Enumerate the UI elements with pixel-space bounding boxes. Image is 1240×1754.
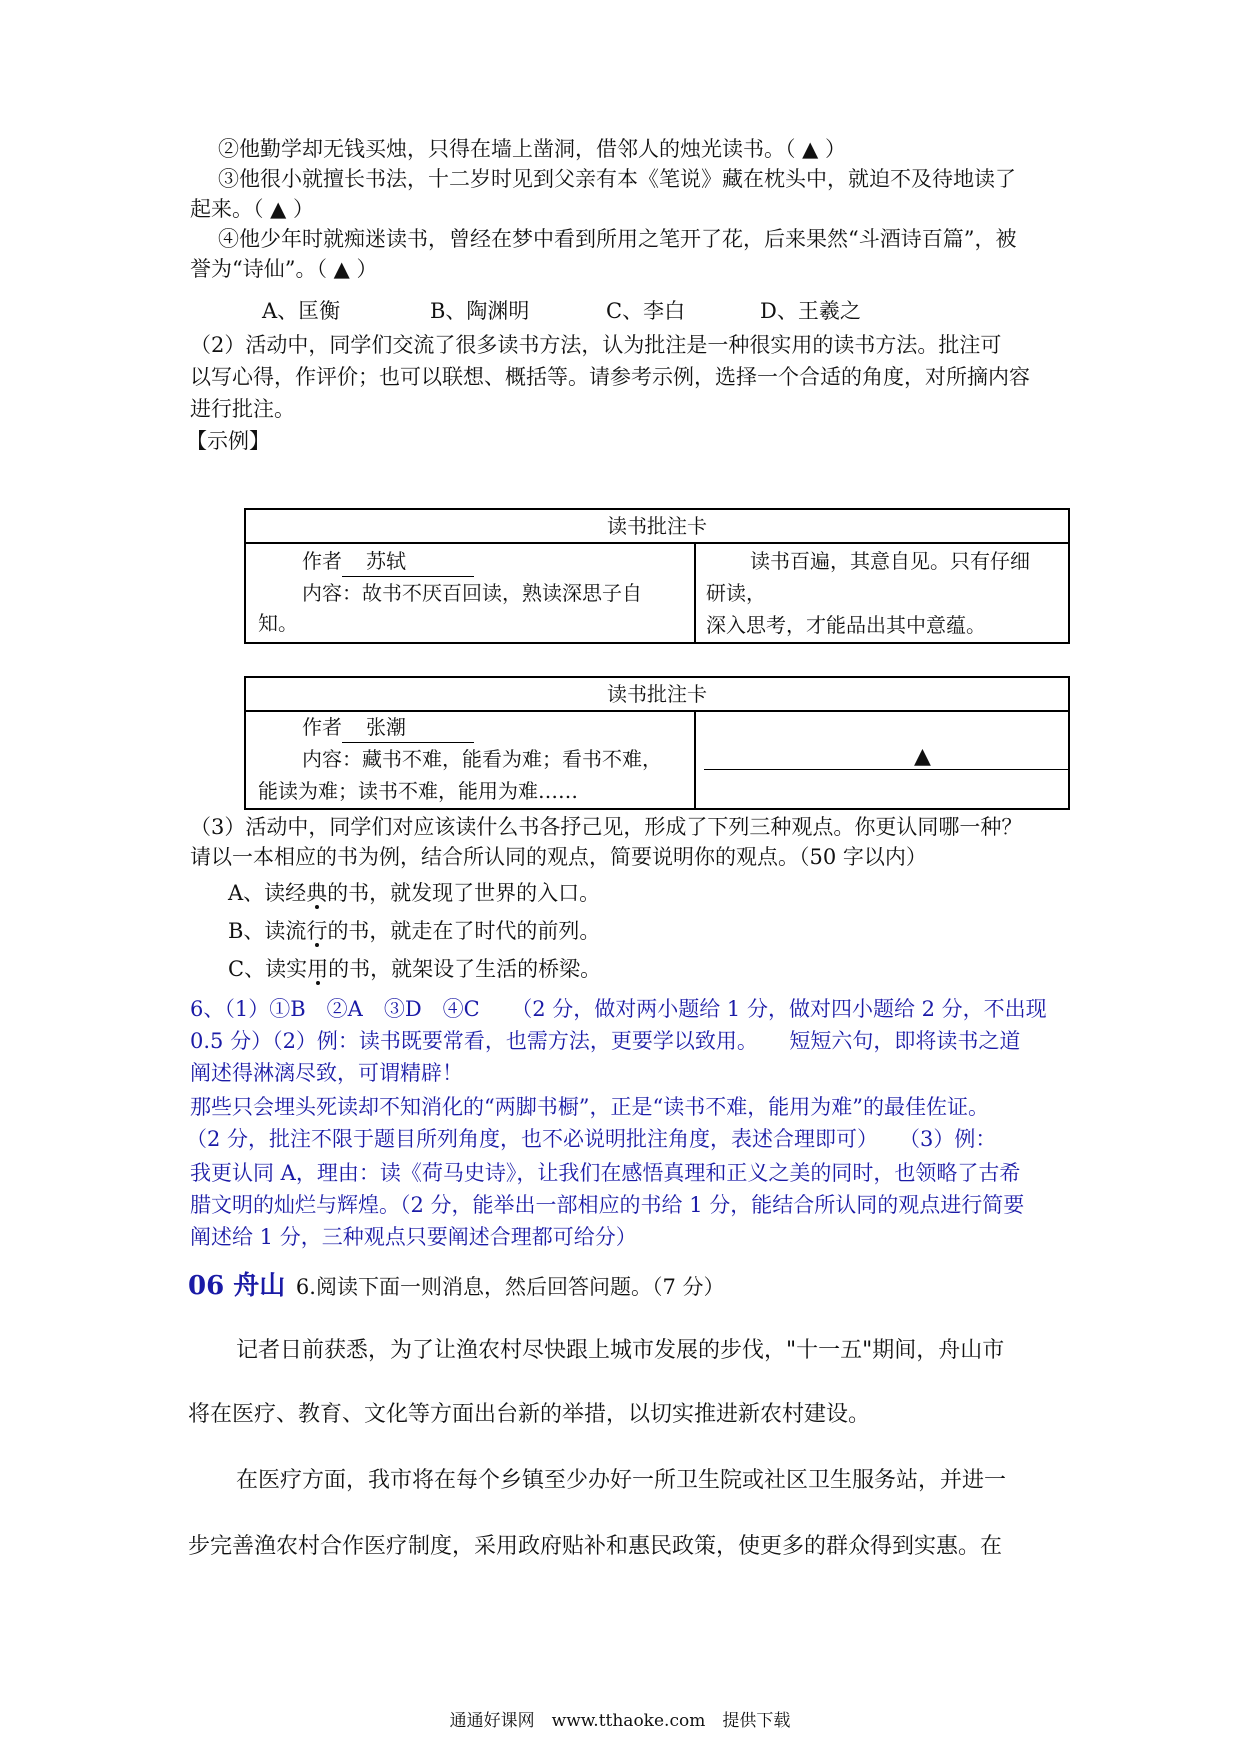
news-line-4: 步完善渔农村合作医疗制度，采用政府贴补和惠民政策，使更多的群众得到实惠。在 (188, 1534, 1003, 1559)
card-content-line-1: 内容：藏书不难，能看为难；看书不难， (302, 747, 662, 771)
news-line-3: 在医疗方面，我市将在每个乡镇至少办好一所卫生院或社区卫生服务站，并进一 (236, 1468, 1007, 1493)
q2-line-3: 进行批注。 (190, 397, 295, 421)
emphasis-char: 行 (306, 919, 328, 943)
card-content-line-2: 知。 (258, 611, 298, 635)
card-left-cell (246, 710, 696, 808)
author-name: 苏轼 (342, 546, 474, 577)
section-question: 6.阅读下面一则消息，然后回答问题。（7 分） (295, 1275, 725, 1299)
answer-line-8: 阐述给 1 分，三种观点只要阐述合理都可给分） (190, 1225, 637, 1249)
view-text: A、读经 (228, 881, 307, 905)
card-note-line-2: 研读， (706, 581, 766, 605)
view-text: 的书，就发现了世界的入口。 (327, 881, 601, 905)
view-a (228, 878, 600, 908)
card-note-line-1: 读书百遍，其意自见。只有仔细 (750, 549, 1030, 573)
example-label: 【示例】 (186, 429, 270, 453)
view-text: 的书，就走在了时代的前列。 (327, 919, 601, 943)
page-footer: 通通好课网 www.tthaoke.com 提供下载 (449, 1711, 791, 1731)
view-text: 的书，就架设了生活的桥梁。 (328, 957, 602, 981)
card-title: 读书批注卡 (246, 510, 1068, 544)
card-author-row (302, 546, 474, 577)
news-line-1: 记者日前获悉，为了让渔农村尽快跟上城市发展的步伐，"十一五"期间，舟山市 (236, 1338, 1005, 1363)
answer-line-1: 6、（1）①B ②A ③D ④C （2 分，做对两小题给 1 分，做对四小题给 2 分，不出现 (190, 997, 1047, 1021)
q3-line-1: （3）活动中，同学们对应该读什么书各抒己见，形成了下列三种观点。你更认同哪一种？ (190, 815, 1023, 839)
annotation-card-task (244, 676, 1070, 810)
view-text: C、读实 (228, 957, 308, 981)
answer-line-2: 0.5 分）（2）例：读书既要常看，也需方法，更要学以致用。 短短六句，即将读书之道 (190, 1029, 1021, 1053)
blank-mark-icon: ▲ (914, 744, 931, 769)
card-left-cell (246, 542, 696, 642)
author-label: 作者 (302, 549, 342, 573)
card-author-row (302, 712, 474, 743)
question-item-3-cont: 起来。（ ▲ ） (190, 197, 315, 221)
answer-line-6: 我更认同 A，理由：读《荷马史诗》，让我们在感悟真理和正义之美的同时，也领略了古希 (190, 1161, 1021, 1185)
q2-line-1: （2）活动中，同学们交流了很多读书方法，认为批注是一种很实用的读书方法。批注可 (190, 333, 1002, 357)
option-c: C、李白 (606, 299, 686, 323)
answer-line-3: 阐述得淋漓尽致，可谓精辟！ (190, 1061, 463, 1085)
card-content-line-1: 内容：故书不厌百回读，熟读深思子自 (302, 581, 642, 605)
emphasis-char: 典 (306, 881, 328, 905)
card-content-line-2: 能读为难；读书不难，能用为难…… (258, 779, 578, 803)
emphasis-char: 用 (307, 957, 329, 981)
card-right-cell (694, 542, 1068, 642)
answer-line-4: 那些只会埋头死读却不知消化的“两脚书橱”，正是“读书不难，能用为难”的最佳佐证。 (190, 1095, 989, 1119)
option-d: D、王羲之 (760, 299, 861, 323)
card-title: 读书批注卡 (246, 678, 1068, 712)
card-note-line-3: 深入思考，才能品出其中意蕴。 (706, 613, 986, 637)
answer-line-5: （2 分，批注不限于题目所列角度，也不必说明批注角度，表述合理即可） （3）例： (186, 1127, 997, 1151)
question-item-4: ④他少年时就痴迷读书，曾经在梦中看到所用之笔开了花，后来果然“斗酒诗百篇”，被 (218, 227, 1017, 251)
question-item-2: ②他勤学却无钱买烛，只得在墙上凿洞，借邻人的烛光读书。（ ▲ ） (218, 137, 846, 161)
section-heading (188, 1268, 725, 1305)
answer-line-7: 腊文明的灿烂与辉煌。（2 分，能举出一部相应的书给 1 分，能结合所认同的观点进行简要 (190, 1193, 1025, 1217)
option-a: A、匡衡 (262, 299, 341, 323)
card-right-cell (694, 710, 1068, 808)
view-c (228, 954, 601, 984)
q3-line-2: 请以一本相应的书为例，结合所认同的观点，简要说明你的观点。（50 字以内） (190, 845, 927, 869)
question-item-3: ③他很小就擅长书法，十二岁时见到父亲有本《笔说》藏在枕头中，就迫不及待地读了 (218, 167, 1016, 191)
option-b: B、陶渊明 (430, 299, 530, 323)
view-text: B、读流 (228, 919, 307, 943)
view-b (228, 916, 600, 946)
author-name: 张潮 (342, 712, 474, 743)
news-line-2: 将在医疗、教育、文化等方面出台新的举措，以切实推进新农村建设。 (188, 1402, 871, 1427)
question-item-4-cont: 誉为“诗仙”。（ ▲ ） (190, 257, 378, 281)
q2-line-2: 以写心得，作评价；也可以联想、概括等。请参考示例，选择一个合适的角度，对所摘内容 (190, 365, 1030, 389)
annotation-card-example (244, 508, 1070, 644)
section-label: 06 舟山 (188, 1271, 286, 1301)
answer-blank-line[interactable] (704, 769, 1068, 770)
author-label: 作者 (302, 715, 342, 739)
